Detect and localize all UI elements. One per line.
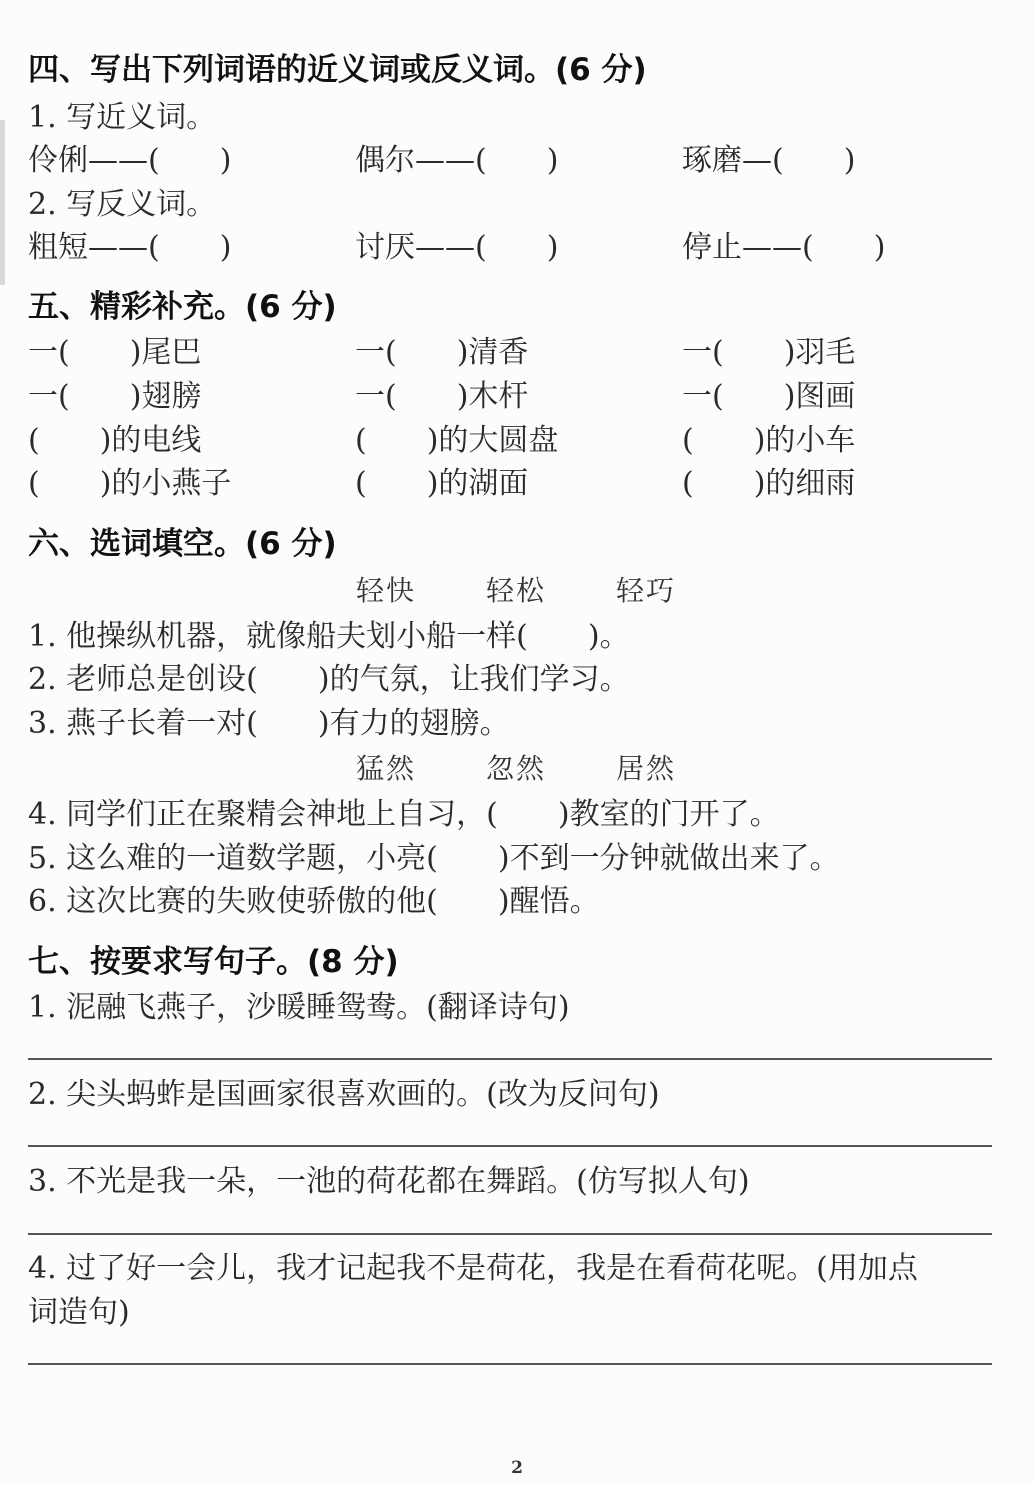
answer-line[interactable]: [28, 1058, 992, 1060]
word-option: 居然: [616, 752, 677, 785]
section-4-title: 四、写出下列词语的近义词或反义词。(6 分): [28, 52, 647, 88]
antonym-item: 讨厌——( ): [355, 230, 559, 265]
synonym-item: 伶俐——( ): [28, 143, 232, 178]
section-7-title: 七、按要求写句子。(8 分): [28, 944, 399, 980]
word-option: 忽然: [486, 752, 547, 785]
answer-line[interactable]: [28, 1145, 992, 1147]
section-6-title: 六、选词填空。(6 分): [28, 526, 337, 562]
fill-item: ( )的小车: [682, 423, 856, 458]
sec4-sub1: 1. 写近义词。: [28, 100, 217, 135]
question-item: 2. 尖头蚂蚱是国画家很喜欢画的。(改为反问句): [28, 1077, 660, 1112]
answer-line[interactable]: [28, 1363, 992, 1365]
scan-edge-mark: [0, 120, 5, 285]
word-option: 轻快: [356, 574, 417, 607]
fill-item: 一( )翅膀: [28, 379, 202, 414]
fill-item: 一( )清香: [355, 335, 529, 370]
antonym-item: 粗短——( ): [28, 230, 232, 265]
fill-item: ( )的大圆盘: [355, 423, 559, 458]
question-item: 3. 燕子长着一对( )有力的翅膀。: [28, 706, 510, 741]
fill-item: ( )的小燕子: [28, 466, 232, 501]
question-item: 6. 这次比赛的失败使骄傲的他( )醒悟。: [28, 884, 600, 919]
synonym-item: 琢磨—( ): [682, 143, 856, 178]
question-item: 1. 泥融飞燕子，沙暖睡鸳鸯。(翻译诗句): [28, 990, 570, 1025]
page-number: 2: [511, 1458, 523, 1478]
question-item: 4. 同学们正在聚精会神地上自习，( )教室的门开了。: [28, 797, 780, 832]
fill-item: 一( )尾巴: [28, 335, 202, 370]
fill-item: 一( )图画: [682, 379, 856, 414]
fill-item: 一( )羽毛: [682, 335, 856, 370]
question-item: 4. 过了好一会儿，我才记起我不是荷花，我是在看荷花呢。(用加点: [28, 1251, 918, 1286]
question-item-continued: 词造句): [28, 1295, 130, 1330]
question-item: 2. 老师总是创设( )的气氛，让我们学习。: [28, 662, 630, 697]
question-item: 1. 他操纵机器，就像船夫划小船一样( )。: [28, 619, 630, 654]
answer-line[interactable]: [28, 1233, 992, 1235]
word-option: 轻松: [486, 574, 547, 607]
word-option: 猛然: [356, 752, 417, 785]
question-item: 5. 这么难的一道数学题，小亮( )不到一分钟就做出来了。: [28, 841, 840, 876]
synonym-item: 偶尔——( ): [355, 143, 559, 178]
question-item: 3. 不光是我一朵，一池的荷花都在舞蹈。(仿写拟人句): [28, 1164, 750, 1199]
fill-item: ( )的电线: [28, 423, 202, 458]
fill-item: 一( )木杆: [355, 379, 529, 414]
section-5-title: 五、精彩补充。(6 分): [28, 289, 337, 325]
fill-item: ( )的细雨: [682, 466, 856, 501]
fill-item: ( )的湖面: [355, 466, 529, 501]
word-option: 轻巧: [616, 574, 677, 607]
antonym-item: 停止——( ): [682, 230, 886, 265]
sec4-sub2: 2. 写反义词。: [28, 187, 217, 222]
